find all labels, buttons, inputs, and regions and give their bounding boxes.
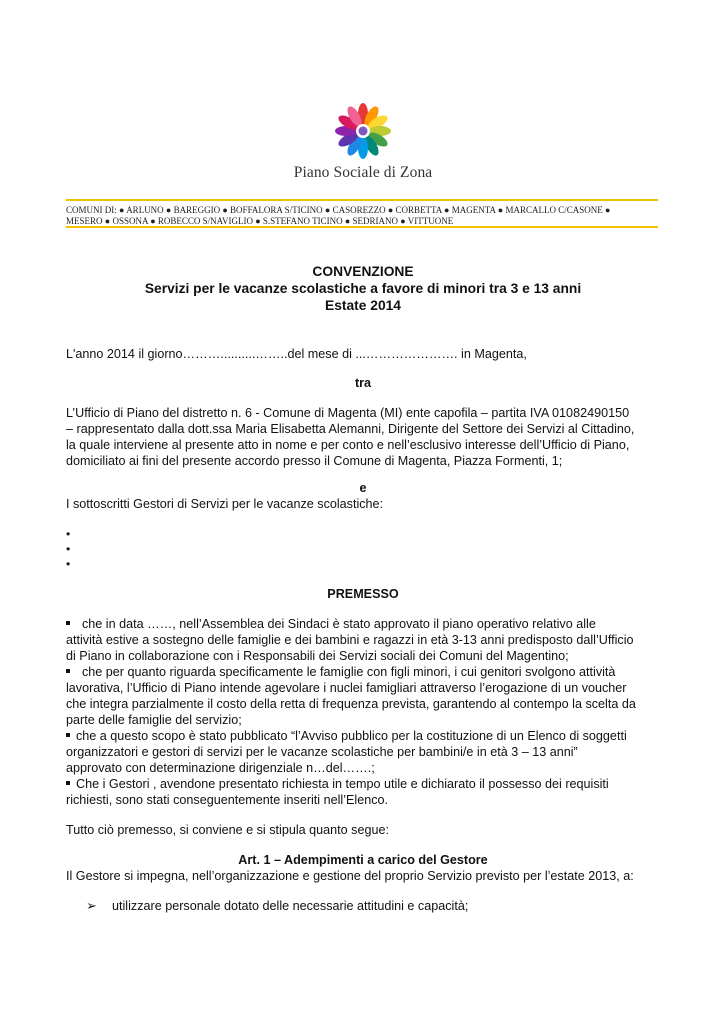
comuni-banner bbox=[66, 199, 658, 228]
intro-line: L'anno 2014 il giorno………..........……..del mese di ...…………………. in Magenta, bbox=[66, 347, 527, 361]
premesso-item-2-line-3: che integra parzialmente il costo della retta di frequenza prevista, garantendo al contempo la scelta da bbox=[66, 697, 636, 711]
premesso-item-3-line-3: approvato con determinazione dirigenziale n…del…….; bbox=[66, 761, 375, 775]
art1-heading: Art. 1 – Adempimenti a carico del Gestore bbox=[238, 853, 488, 867]
arrow-bullet-icon: ➢ bbox=[86, 898, 97, 913]
premesso-item-1-line-3: di Piano in collaborazione con i Responsabili dei Servizi sociali dei Comuni del Magentino; bbox=[66, 649, 569, 663]
bullet-2: • bbox=[66, 542, 71, 556]
flower-logo-icon bbox=[332, 100, 394, 162]
logo bbox=[250, 100, 476, 198]
ufficio-line-3: la quale interviene al presente atto in nome e per conto e nell’esclusivo interesse dell’Ufficio di Piano, bbox=[66, 438, 630, 452]
premesso-item-1-line-1: che in data ……, nell’Assemblea dei Sindaci è stato approvato il piano operativo relativo alle bbox=[66, 616, 660, 632]
tra-heading: tra bbox=[354, 376, 372, 390]
e-heading: e bbox=[359, 481, 367, 495]
sottoscritti-line: I sottoscritti Gestori di Servizi per le vacanze scolastiche: bbox=[66, 497, 384, 511]
title-subtitle: Servizi per le vacanze scolastiche a favore di minori tra 3 e 13 anni bbox=[144, 281, 582, 296]
premesso-item-3-line-2: organizzatori e gestori di servizi per le vacanze scolastiche per bambini/e in età 3 – 13 anni” bbox=[66, 745, 578, 759]
art1-intro: Il Gestore si impegna, nell’organizzazione e gestione del proprio Servizio previsto per l’estate 2013, a: bbox=[66, 869, 634, 883]
premesso-item-3-line-1: che a questo scopo è stato pubblicato “l’Avviso pubblico per la costituzione di un Elenco di soggetti bbox=[66, 728, 660, 744]
premesso-item-2-line-2: lavorativa, l’Ufficio di Piano intende agevolare i nuclei famigliari attraverso l’erogazione di un voucher bbox=[66, 681, 627, 695]
premesso-heading: PREMESSO bbox=[327, 587, 399, 601]
premesso-item-2-line-1: che per quanto riguarda specificamente le famiglie con figli minori, i cui genitori svolgono attività bbox=[66, 664, 660, 680]
square-bullet-icon bbox=[66, 669, 70, 673]
ufficio-line-1: L’Ufficio di Piano del distretto n. 6 - Comune di Magenta (MI) ente capofila – partita IVA 01082490150 bbox=[66, 406, 630, 420]
square-bullet-icon bbox=[66, 781, 70, 785]
premesso-item-4-line-2: richiesti, sono stati conseguentemente inseriti nell’Elenco. bbox=[66, 793, 389, 807]
tutto-premesso-line: Tutto ciò premesso, si conviene e si stipula quanto segue: bbox=[66, 823, 389, 837]
title-convenzione: CONVENZIONE bbox=[312, 264, 414, 279]
art1-item-1: utilizzare personale dotato delle necessarie attitudini e capacità; bbox=[112, 899, 469, 913]
premesso-item-2-line-4: parte delle famiglie del servizio; bbox=[66, 713, 242, 727]
square-bullet-icon bbox=[66, 621, 70, 625]
bullet-3: • bbox=[66, 557, 71, 571]
bullet-1: • bbox=[66, 527, 71, 541]
ufficio-line-2: – rappresentato dalla dott.ssa Maria Elisabetta Alemanni, Dirigente del Settore dei Servizi al Cittadino, bbox=[66, 422, 635, 436]
square-bullet-icon bbox=[66, 733, 70, 737]
logo-text: Piano Sociale di Zona bbox=[293, 164, 433, 181]
premesso-item-1-line-2: attività estive a sostegno delle famiglie e dei bambini e ragazzi in età 3-13 anni predisposto dall’Ufficio bbox=[66, 633, 634, 647]
comuni-line-2: MESERO ● OSSONA ● ROBECCO S/NAVIGLIO ● S.STEFANO TICINO ● SEDRIANO ● VITTUONE bbox=[66, 216, 454, 226]
title-year: Estate 2014 bbox=[325, 298, 401, 313]
ufficio-line-4: domiciliato ai fini del presente accordo presso il Comune di Magenta, Piazza Formenti, 1; bbox=[66, 454, 563, 468]
premesso-item-4-line-1: Che i Gestori , avendone presentato richiesta in tempo utile e dichiarato il possesso dei requisiti bbox=[66, 776, 660, 792]
comuni-line-1: COMUNI DI: ● ARLUNO ● BAREGGIO ● BOFFALORA S/TICINO ● CASOREZZO ● CORBETTA ● MAGENTA ● MARCALLO C/CASONE ● bbox=[66, 205, 611, 215]
